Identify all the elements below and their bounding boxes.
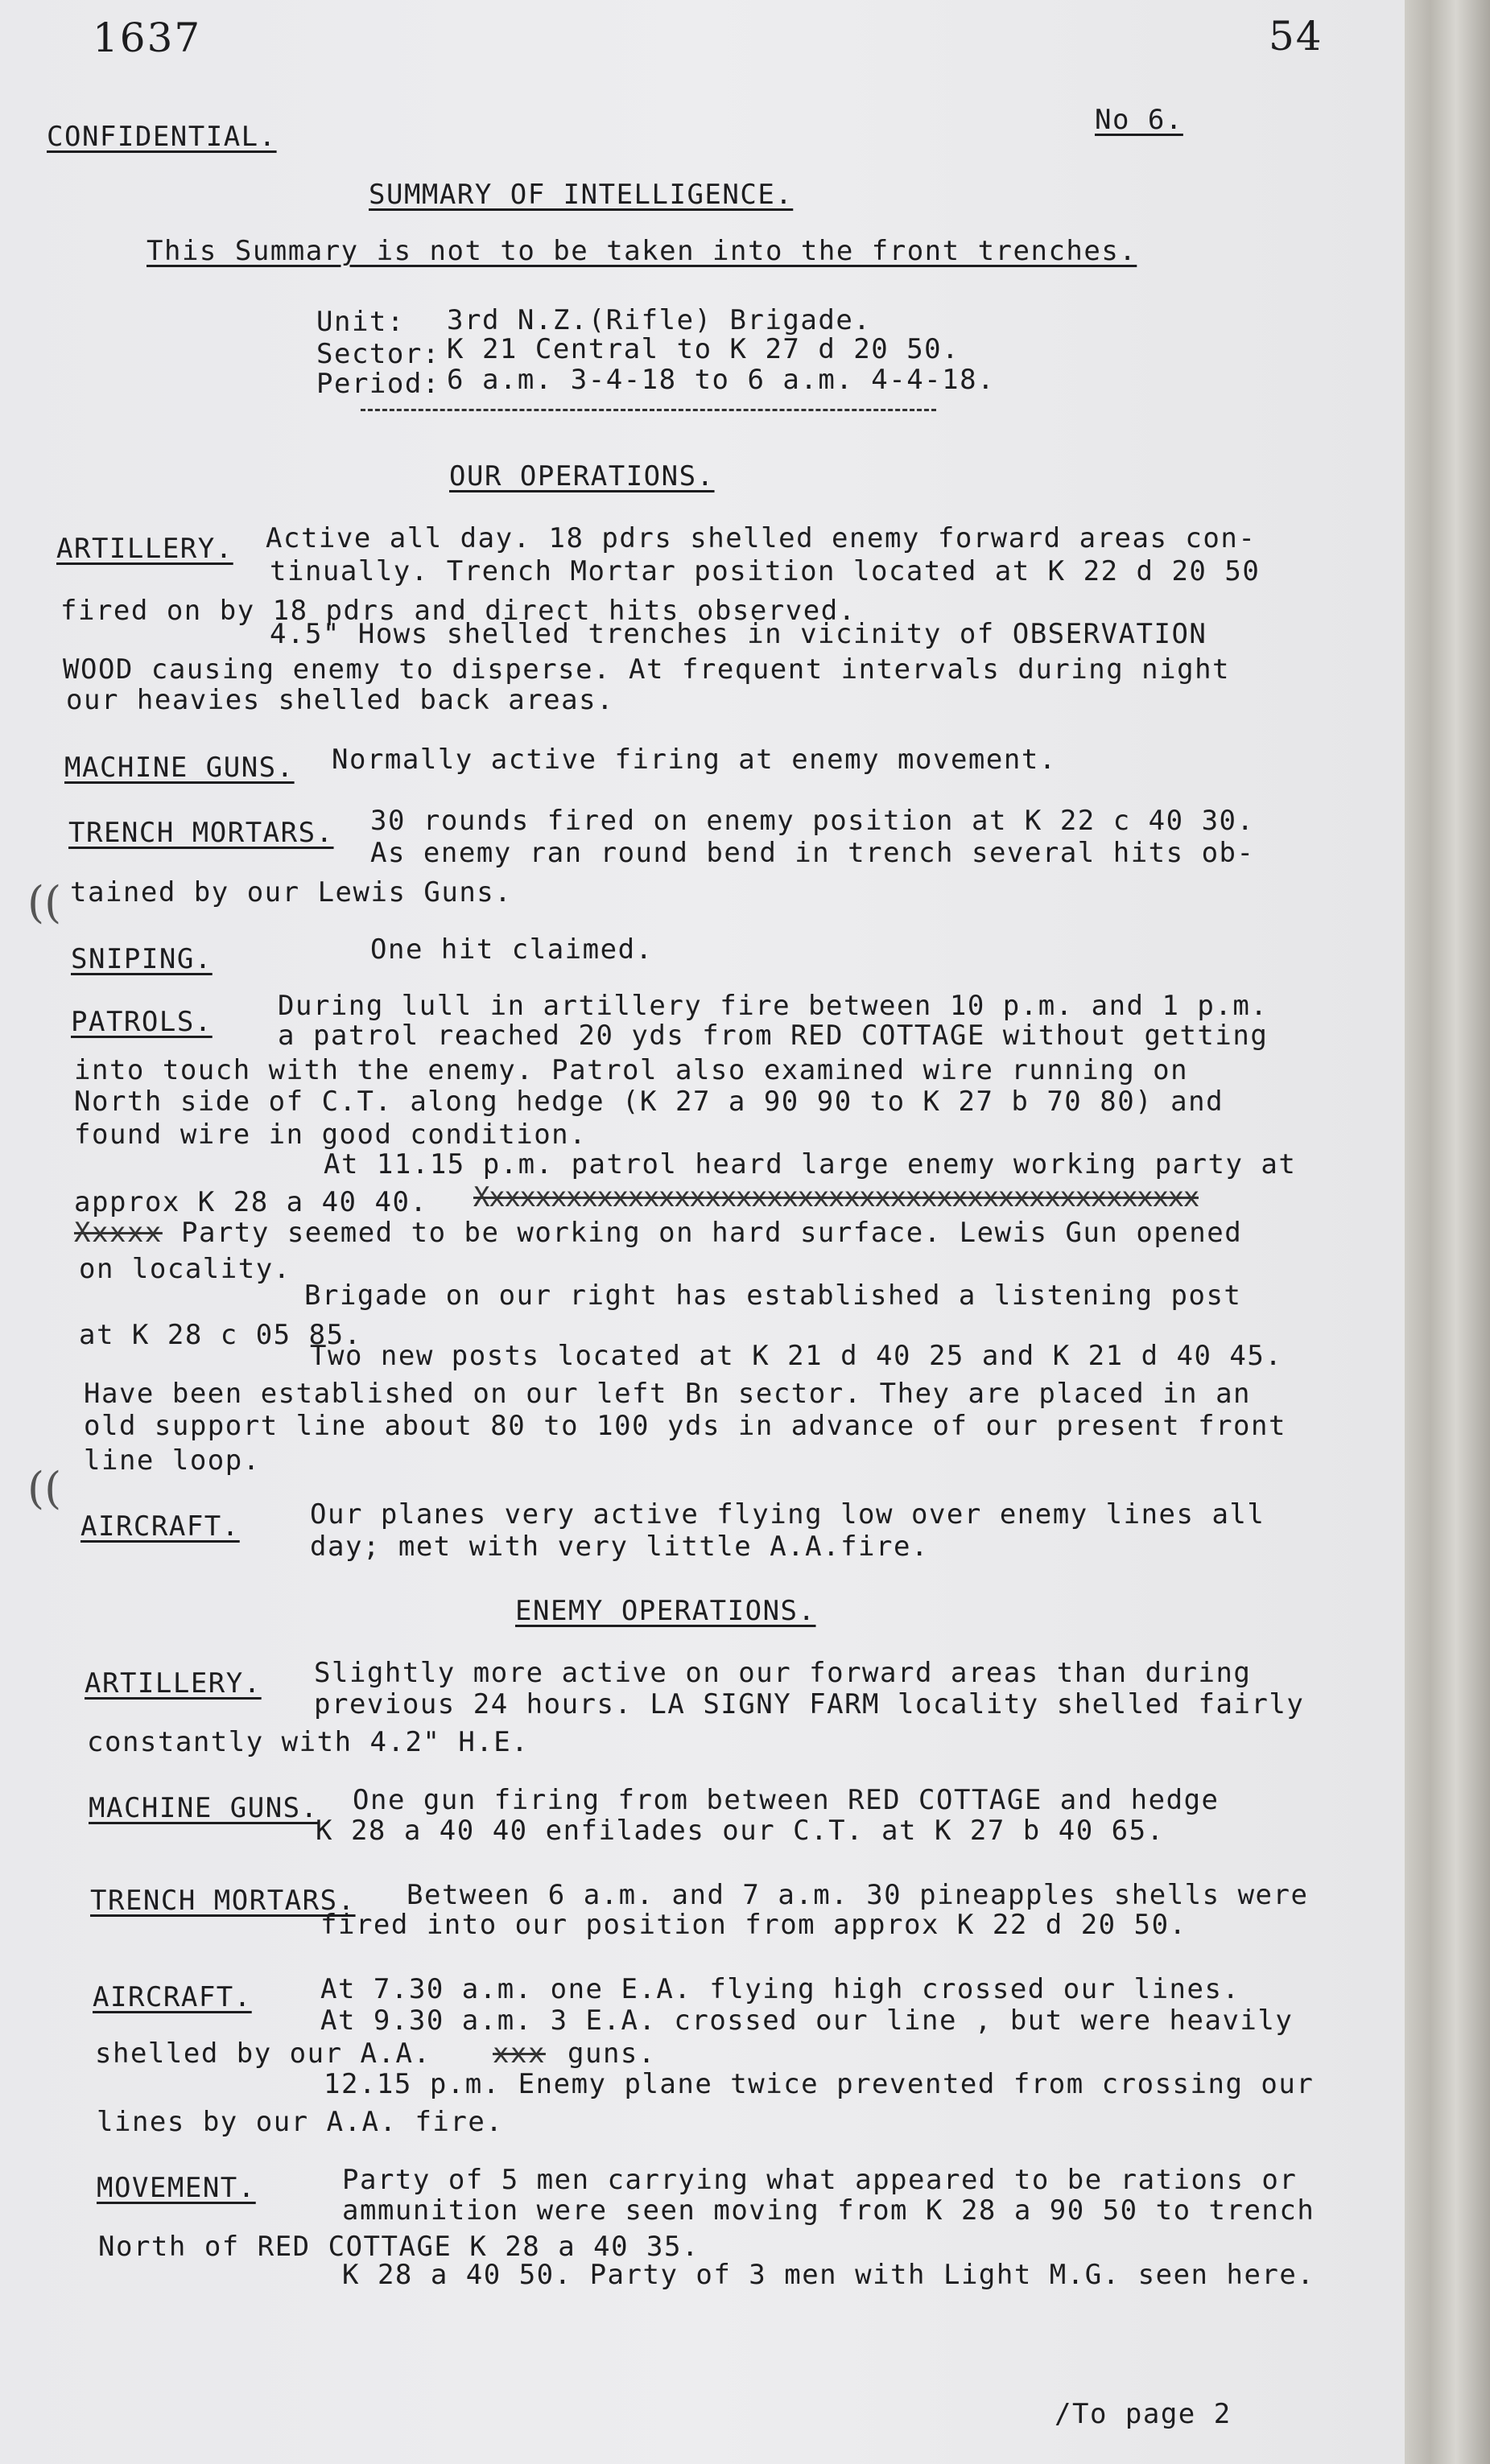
enemy-machine-guns-label: MACHINE GUNS. xyxy=(89,1792,319,1824)
our-artillery-label: ARTILLERY. xyxy=(56,533,233,565)
document-title: SUMMARY OF INTELLIGENCE. xyxy=(369,179,794,211)
enemy-machine-guns-line: One gun firing from between RED COTTAGE and hedge xyxy=(353,1784,1220,1816)
our-aircraft-line: day; met with very little A.A.fire. xyxy=(310,1531,929,1563)
our-machine-guns-text: Normally active firing at enemy movement. xyxy=(332,744,1057,776)
archive-number: 1637 xyxy=(93,14,202,61)
our-patrols-line: During lull in artillery fire between 10 p.m. and 1 p.m. xyxy=(278,990,1269,1022)
our-patrols-line: Party seemed to be working on hard surface. Lewis Gun opened xyxy=(181,1217,1243,1249)
our-artillery-line: 4.5" Hows shelled trenches in vicinity of OBSERVATION xyxy=(270,618,1207,650)
enemy-aircraft-line: lines by our A.A. fire. xyxy=(97,2106,504,2138)
enemy-aircraft-line: guns. xyxy=(568,2038,656,2070)
separator-line xyxy=(361,409,936,411)
margin-mark: (( xyxy=(27,1463,62,1514)
our-artillery-line: tinually. Trench Mortar position located at K 22 d 20 50 xyxy=(270,555,1261,587)
classification-label: CONFIDENTIAL. xyxy=(47,121,277,153)
our-trench-mortars-line: tained by our Lewis Guns. xyxy=(70,876,513,909)
enemy-movement-line: North of RED COTTAGE K 28 a 40 35. xyxy=(98,2231,700,2263)
our-artillery-line: fired on by 18 pdrs and direct hits observed. xyxy=(60,595,856,627)
our-artillery-line: WOOD causing enemy to disperse. At frequent intervals during night xyxy=(63,653,1231,686)
our-patrols-line: found wire in good condition. xyxy=(74,1119,588,1151)
enemy-artillery-label: ARTILLERY. xyxy=(85,1667,262,1700)
our-patrols-line: North side of C.T. along hedge (K 27 a 90 90 to K 27 b 70 80) and xyxy=(74,1086,1224,1118)
our-sniping-label: SNIPING. xyxy=(71,943,213,975)
period-label: Period: xyxy=(316,368,440,400)
period-value: 6 a.m. 3-4-18 to 6 a.m. 4-4-18. xyxy=(447,364,996,396)
enemy-aircraft-line: shelled by our A.A. xyxy=(95,2038,431,2070)
enemy-movement-line: Party of 5 men carrying what appeared to be rations or xyxy=(342,2164,1298,2196)
our-patrols-line: a patrol reached 20 yds from RED COTTAGE without getting xyxy=(278,1020,1269,1052)
sector-value: K 21 Central to K 27 d 20 50. xyxy=(447,333,960,365)
our-patrols-line: Have been established on our left Bn sector. They are placed in an xyxy=(84,1378,1252,1410)
enemy-artillery-line: Slightly more active on our forward areas than during xyxy=(314,1657,1252,1689)
enemy-aircraft-line: At 7.30 a.m. one E.A. flying high crossed our lines. xyxy=(320,1973,1240,2005)
our-patrols-line: on locality. xyxy=(79,1253,291,1285)
our-trench-mortars-line: 30 rounds fired on enemy position at K 22 c 40 30. xyxy=(370,805,1255,837)
our-patrols-line: Brigade on our right has established a listening post xyxy=(304,1279,1242,1312)
enemy-aircraft-label: AIRCRAFT. xyxy=(93,1981,252,2013)
our-machine-guns-label: MACHINE GUNS. xyxy=(64,752,295,784)
page-number: 54 xyxy=(1269,13,1323,60)
enemy-trench-mortars-line: Between 6 a.m. and 7 a.m. 30 pineapples shells were xyxy=(407,1879,1309,1911)
our-sniping-text: One hit claimed. xyxy=(370,933,654,966)
document-number: No 6. xyxy=(1095,104,1183,136)
enemy-trench-mortars-label: TRENCH MORTARS. xyxy=(90,1885,356,1917)
struck-out-text: Xxxxx xyxy=(74,1217,163,1249)
our-operations-heading: OUR OPERATIONS. xyxy=(449,460,715,492)
enemy-operations-heading: ENEMY OPERATIONS. xyxy=(515,1595,816,1627)
our-trench-mortars-label: TRENCH MORTARS. xyxy=(68,817,334,849)
enemy-artillery-line: constantly with 4.2" H.E. xyxy=(87,1726,530,1758)
security-warning: This Summary is not to be taken into the front trenches. xyxy=(147,235,1137,267)
unit-label: Unit: xyxy=(316,306,405,338)
our-patrols-line: At 11.15 p.m. patrol heard large enemy working party at xyxy=(324,1148,1297,1180)
struck-out-text: xxx xyxy=(493,2038,546,2070)
enemy-artillery-line: previous 24 hours. LA SIGNY FARM locality shelled fairly xyxy=(314,1688,1305,1720)
page-stack-edge xyxy=(1405,0,1490,2464)
enemy-movement-line: ammunition were seen moving from K 28 a 90 50 to trench xyxy=(342,2194,1315,2227)
margin-mark: (( xyxy=(27,877,62,928)
enemy-machine-guns-line: K 28 a 40 40 enfilades our C.T. at K 27 b 40 65. xyxy=(316,1815,1165,1847)
our-trench-mortars-line: As enemy ran round bend in trench several hits ob- xyxy=(370,837,1255,869)
our-patrols-label: PATROLS. xyxy=(71,1006,213,1038)
page-continuation-note: /To page 2 xyxy=(1055,2398,1232,2430)
unit-value: 3rd N.Z.(Rifle) Brigade. xyxy=(447,304,872,336)
enemy-trench-mortars-line: fired into our position from approx K 22 d 20 50. xyxy=(320,1909,1187,1941)
struck-out-text: Xxxxxxxxxxxxxxxxxxxxxxxxxxxxxxxxxxxxxxxxxxxxxxx xyxy=(473,1181,1199,1213)
our-artillery-line: Active all day. 18 pdrs shelled enemy forward areas con- xyxy=(266,522,1257,554)
our-aircraft-label: AIRCRAFT. xyxy=(80,1510,240,1543)
our-aircraft-line: Our planes very active flying low over enemy lines all xyxy=(310,1498,1265,1531)
enemy-movement-line: K 28 a 40 50. Party of 3 men with Light M.G. seen here. xyxy=(342,2259,1315,2291)
our-patrols-line: line loop. xyxy=(84,1444,261,1477)
our-patrols-line: into touch with the enemy. Patrol also examined wire running on xyxy=(74,1054,1189,1086)
sector-label: Sector: xyxy=(316,338,440,370)
our-artillery-line: our heavies shelled back areas. xyxy=(66,684,615,716)
our-patrols-line: at K 28 c 05 85. xyxy=(79,1319,362,1351)
enemy-aircraft-line: 12.15 p.m. Enemy plane twice prevented from crossing our xyxy=(324,2068,1315,2100)
our-patrols-line: Two new posts located at K 21 d 40 25 and K 21 d 40 45. xyxy=(310,1340,1283,1372)
enemy-movement-label: MOVEMENT. xyxy=(97,2172,256,2204)
our-patrols-line: old support line about 80 to 100 yds in advance of our present front xyxy=(84,1410,1286,1442)
enemy-aircraft-line: At 9.30 a.m. 3 E.A. crossed our line , but were heavily xyxy=(320,2005,1294,2037)
our-patrols-line: approx K 28 a 40 40. xyxy=(74,1186,428,1218)
